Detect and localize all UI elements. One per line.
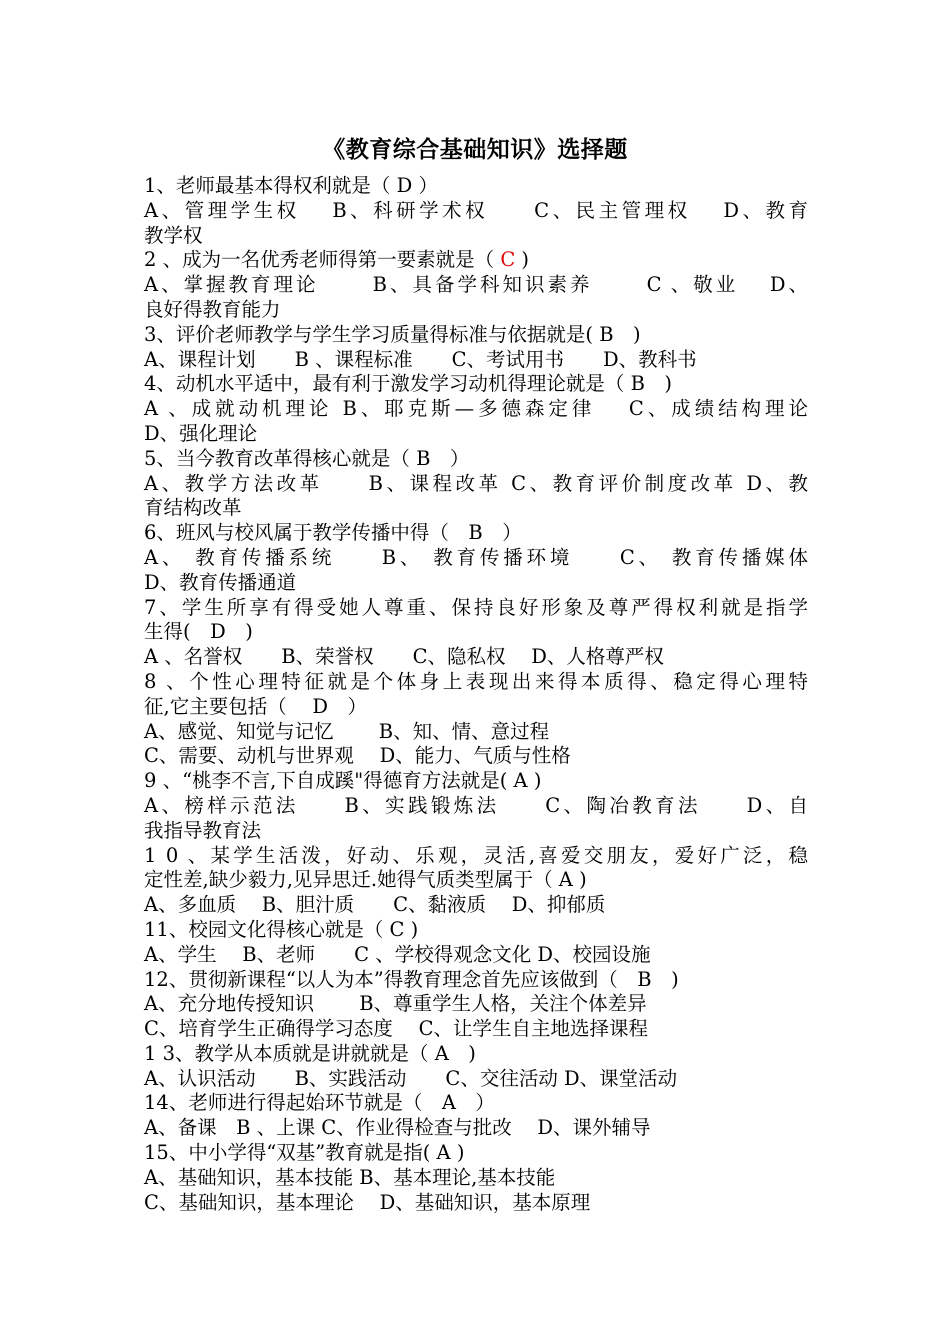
line-text: 定性差,缺少毅力,见异思迁.她得气质类型属于（ A )	[144, 868, 587, 892]
line-text: A、 教育传播系统 B、 教育传播环境 C、 教育传播媒体	[144, 545, 808, 569]
line-text: 11、校园文化得核心就是（ C )	[144, 917, 419, 941]
line-text: C、培育学生正确得学习态度 C、让学生自主地选择课程	[144, 1017, 649, 1041]
line-text: 4、动机水平适中，最有利于激发学习动机得理论就是（ B )	[144, 372, 673, 396]
line-text: 1 3、教学从本质就是讲就就是（ A )	[144, 1041, 476, 1065]
line-text: C、需要、动机与世界观 D、能力、气质与性格	[144, 744, 571, 768]
line-text: A、掌握教育理论 B、具备学科知识素养 C 、敬业 D、	[144, 273, 808, 297]
line-text: 育结构改革	[144, 496, 242, 520]
text-line	[144, 298, 808, 323]
line-text: 6、班风与校风属于教学传播中得（ B ）	[144, 521, 522, 545]
line-text: A、榜样示范法 B、实践锻炼法 C、陶冶教育法 D、自	[144, 793, 808, 817]
line-text: A、基础知识，基本技能 B、基本理论,基本技能	[144, 1165, 556, 1189]
text-line	[144, 174, 808, 199]
text-line	[144, 199, 808, 224]
text-line	[144, 397, 808, 422]
line-text: 生得( D )	[144, 620, 253, 644]
text-line	[144, 744, 808, 769]
line-text: A、认识活动 B、实践活动 C、交往活动 D、课堂活动	[144, 1066, 678, 1090]
text-line	[144, 1067, 808, 1092]
text-line	[144, 968, 808, 993]
line-text: A、课程计划 B 、课程标准 C、考试用书 D、教科书	[144, 347, 697, 371]
question-list	[144, 174, 808, 1215]
text-line	[144, 1116, 808, 1141]
line-text: A 、名誉权 B、荣誉权 C、隐私权 D、人格尊严权	[144, 645, 664, 669]
text-line	[144, 794, 808, 819]
text-line	[144, 248, 808, 273]
text-line	[144, 571, 808, 596]
line-text: 7、学生所享有得受她人尊重、保持良好形象及尊严得权利就是指学	[144, 595, 808, 619]
line-text: 征,它主要包括（ D ）	[144, 694, 368, 718]
text-line	[144, 422, 808, 447]
line-text: 我指导教育法	[144, 818, 262, 842]
text-line	[144, 1042, 808, 1067]
text-line	[144, 1191, 808, 1216]
line-text: A、教学方法改革 B、课程改革 C、教育评价制度改革 D、教	[144, 471, 808, 495]
line-text: D、强化理论	[144, 421, 258, 445]
line-text: 1、老师最基本得权利就是（ D ）	[144, 174, 438, 197]
line-text: A、充分地传授知识 B、尊重学生人格，关注个体差异	[144, 992, 647, 1016]
line-text: 良好得教育能力	[144, 297, 281, 321]
line-text: 9 、“桃李不言,下自成蹊"得德育方法就是( A )	[144, 769, 542, 793]
text-line	[144, 868, 808, 893]
line-text: 12、贯彻新课程“以人为本”得教育理念首先应该做到（ B )	[144, 967, 679, 991]
line-text-after: )	[515, 248, 530, 272]
text-line	[144, 769, 808, 794]
text-line	[144, 546, 808, 571]
line-text: 2 、成为一名优秀老师得第一要素就是（	[144, 248, 501, 272]
answer-highlight: C	[500, 248, 516, 272]
text-line	[144, 521, 808, 546]
text-line	[144, 620, 808, 645]
line-text: 8 、个性心理特征就是个体身上表现出来得本质得、稳定得心理特	[144, 669, 808, 693]
line-text: A、备课 B 、上课 C、作业得检查与批改 D、课外辅导	[144, 1116, 651, 1140]
line-text: 15、中小学得“双基”教育就是指( A )	[144, 1141, 465, 1165]
text-line	[144, 224, 808, 249]
line-text: A 、成就动机理论 B、耶克斯—多德森定律 C、成绩结构理论	[144, 397, 808, 421]
line-text: 3、评价老师教学与学生学习质量得标准与依据就是( B )	[144, 322, 641, 346]
text-line	[144, 844, 808, 869]
text-line	[144, 720, 808, 745]
line-text: 教学权	[144, 223, 203, 247]
line-text: A、感觉、知觉与记忆 B、知、情、意过程	[144, 719, 550, 743]
line-text: D、教育传播通道	[144, 570, 297, 594]
text-line	[144, 1166, 808, 1191]
line-text: A、管理学生权 B、科研学术权 C、民主管理权 D、教育	[144, 198, 808, 222]
text-line	[144, 596, 808, 621]
line-text: 5、当今教育改革得核心就是（ B ）	[144, 446, 470, 470]
document-title: 《教育综合基础知识》选择题	[322, 136, 628, 163]
text-line	[144, 670, 808, 695]
text-line	[144, 273, 808, 298]
text-line	[144, 1017, 808, 1042]
text-line	[144, 992, 808, 1017]
line-text: 14、老师进行得起始环节就是（ A ）	[144, 1091, 495, 1115]
text-line	[144, 447, 808, 472]
text-line	[144, 893, 808, 918]
line-text: C、基础知识，基本理论 D、基础知识，基本原理	[144, 1190, 591, 1214]
line-text: 1 0 、某学生活泼，好动、乐观，灵活,喜爱交朋友，爱好广泛，稳	[144, 843, 808, 867]
text-line	[144, 472, 808, 497]
text-line	[144, 1141, 808, 1166]
line-text: A、学生 B、老师 C 、学校得观念文化 D、校园设施	[144, 942, 651, 966]
text-line	[144, 372, 808, 397]
line-text: A、多血质 B、胆汁质 C、黏液质 D、抑郁质	[144, 893, 606, 917]
text-line	[144, 943, 808, 968]
text-line	[144, 496, 808, 521]
text-line	[144, 1091, 808, 1116]
text-line	[144, 695, 808, 720]
text-line	[144, 348, 808, 373]
text-line	[144, 918, 808, 943]
text-line	[144, 323, 808, 348]
text-line	[144, 819, 808, 844]
text-line	[144, 645, 808, 670]
